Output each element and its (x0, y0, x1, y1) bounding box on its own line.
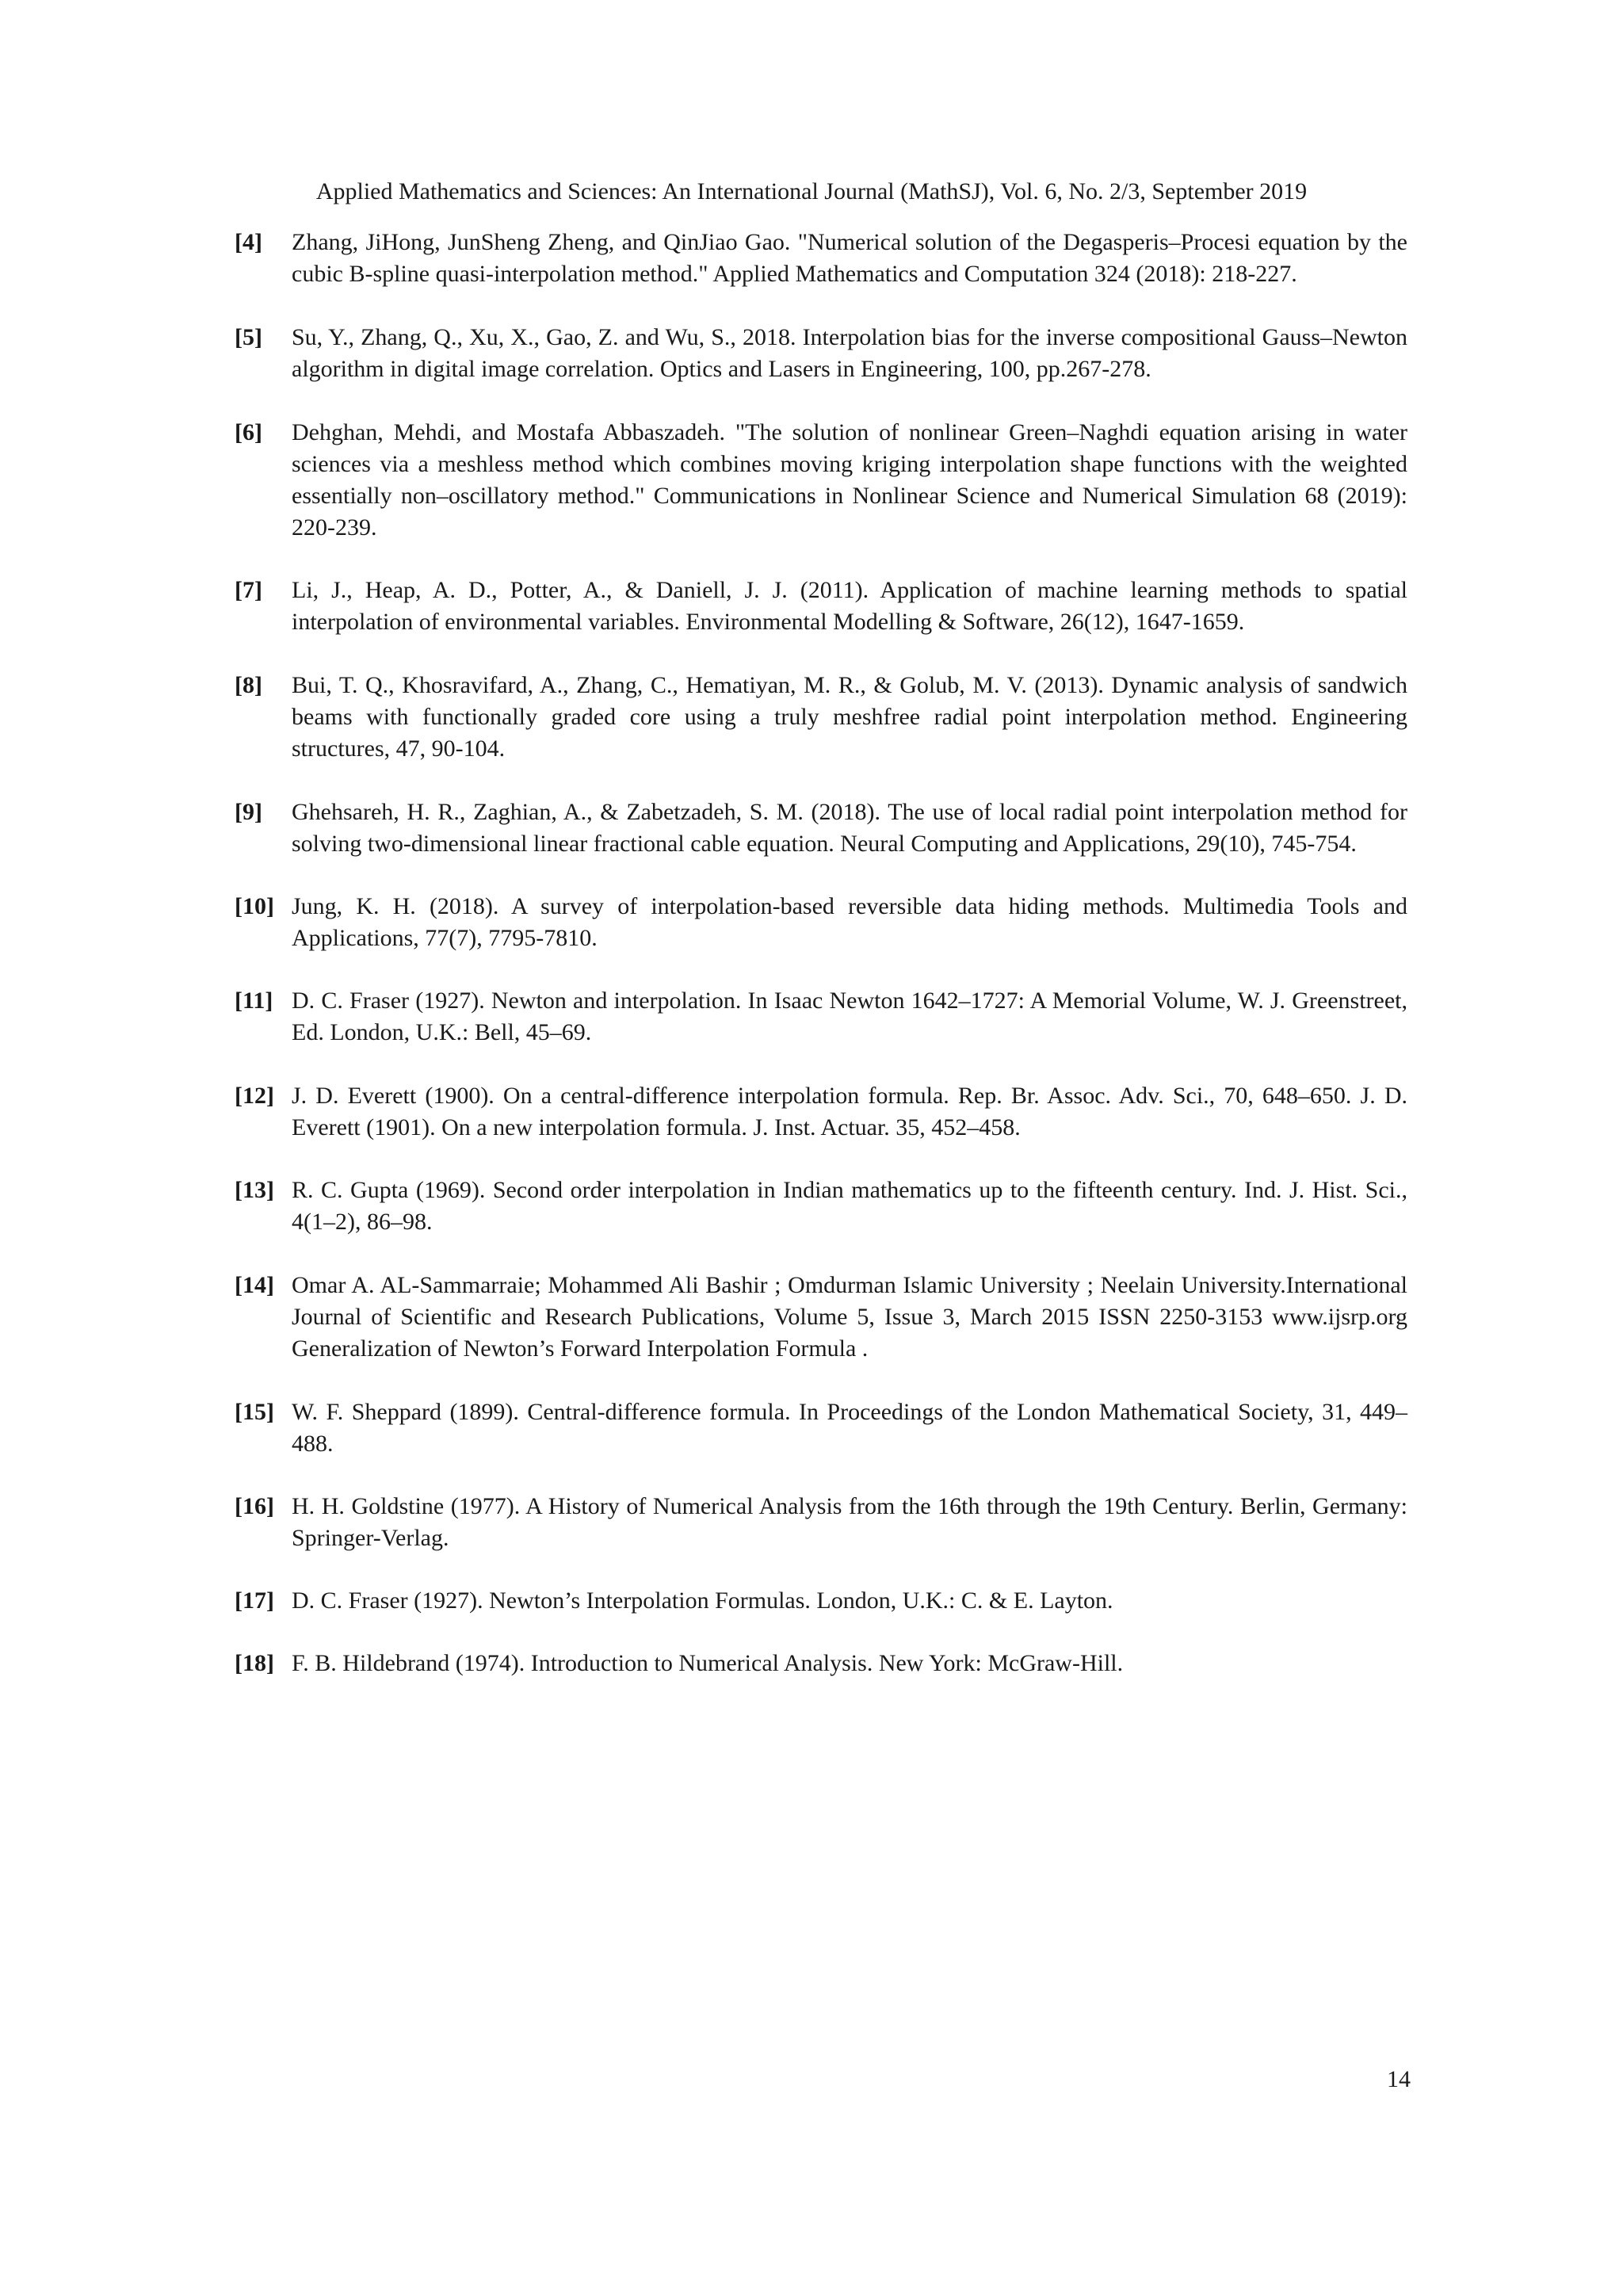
reference-item-5 (235, 322, 1407, 385)
reference-number: [11] (235, 988, 273, 1014)
reference-number: [16] (235, 1493, 274, 1519)
reference-text: Dehghan, Mehdi, and Mostafa Abbaszadeh. "The solution of nonlinear Green–Naghdi equation arising in water sciences via a meshless method which combines moving kriging interpolation shape functions with the weighted essentially non–oscillatory method." Communications in Nonlinear Science and Numerical Simulation 68 (2019): 220-239. (292, 419, 1407, 541)
reference-number: [10] (235, 893, 274, 919)
page-number: 14 (1387, 2066, 1411, 2092)
reference-number: [13] (235, 1177, 274, 1203)
reference-text: D. C. Fraser (1927). Newton’s Interpolation Formulas. London, U.K.: C. & E. Layton. (292, 1587, 1113, 1614)
reference-number: [8] (235, 672, 262, 698)
reference-text: Li, J., Heap, A. D., Potter, A., & Daniell, J. J. (2011). Application of machine learning methods to spatial interpolation of environmental variables. Environmental Modelling & Software, 26(12), 1647-1659. (292, 577, 1407, 635)
reference-text: R. C. Gupta (1969). Second order interpolation in Indian mathematics up to the fifteenth century. Ind. J. Hist. Sci., 4(1–2), 86–98. (292, 1177, 1407, 1235)
reference-item-6 (235, 417, 1407, 544)
reference-text: Bui, T. Q., Khosravifard, A., Zhang, C., Hematiyan, M. R., & Golub, M. V. (2013). Dynamic analysis of sandwich beams with functionally graded core using a truly meshfree radial point interpolation method. Engineering structures, 47, 90-104. (292, 672, 1407, 762)
reference-item-13 (235, 1175, 1407, 1238)
reference-item-15 (235, 1396, 1407, 1460)
reference-text: J. D. Everett (1900). On a central-difference interpolation formula. Rep. Br. Assoc. Adv. Sci., 70, 648–650. J. D. Everett (1901). On a new interpolation formula. J. Inst. Actuar. 35, 452–458. (292, 1083, 1407, 1140)
reference-item-10 (235, 891, 1407, 954)
reference-item-8 (235, 670, 1407, 765)
reference-list (235, 227, 1407, 1679)
reference-number: [9] (235, 799, 262, 825)
reference-item-17 (235, 1585, 1407, 1617)
reference-text: D. C. Fraser (1927). Newton and interpolation. In Isaac Newton 1642–1727: A Memorial Volume, W. J. Greenstreet, Ed. London, U.K.: Bell, 45–69. (292, 988, 1407, 1045)
reference-number: [14] (235, 1272, 274, 1298)
reference-text: Zhang, JiHong, JunSheng Zheng, and QinJiao Gao. "Numerical solution of the Degasperis–Procesi equation by the cubic B-spline quasi-interpolation method." Applied Mathematics and Computation 324 (2018): 218-227. (292, 229, 1407, 287)
reference-text: Omar A. AL-Sammarraie; Mohammed Ali Bashir ; Omdurman Islamic University ; Neelain University.International Journal of Scientific and Research Publications, Volume 5, Issue 3, March 2015 ISSN 2250-3153 www.ijsrp.org Generalization of Newton’s Forward Interpolation Formula . (292, 1272, 1407, 1362)
reference-number: [5] (235, 324, 262, 350)
reference-text: Jung, K. H. (2018). A survey of interpolation-based reversible data hiding methods. Multimedia Tools and Applications, 77(7), 7795-7810. (292, 893, 1407, 951)
reference-number: [18] (235, 1650, 274, 1676)
reference-number: [4] (235, 229, 262, 255)
reference-number: [12] (235, 1083, 274, 1109)
running-header: Applied Mathematics and Sciences: An International Journal (MathSJ), Vol. 6, No. 2/3, September 2019 (315, 178, 1308, 204)
reference-item-18 (235, 1648, 1407, 1679)
reference-item-12 (235, 1080, 1407, 1144)
reference-text: H. H. Goldstine (1977). A History of Numerical Analysis from the 16th through the 19th Century. Berlin, Germany: Springer-Verlag. (292, 1493, 1407, 1551)
reference-item-16 (235, 1491, 1407, 1554)
reference-number: [6] (235, 419, 262, 445)
reference-text: W. F. Sheppard (1899). Central-difference formula. In Proceedings of the London Mathematical Society, 31, 449–488. (292, 1399, 1407, 1457)
reference-text: Su, Y., Zhang, Q., Xu, X., Gao, Z. and Wu, S., 2018. Interpolation bias for the inverse compositional Gauss–Newton algorithm in digital image correlation. Optics and Lasers in Engineering, 100, pp.267-278. (292, 324, 1407, 382)
reference-item-9 (235, 797, 1407, 860)
reference-item-14 (235, 1270, 1407, 1365)
reference-item-4 (235, 227, 1407, 290)
reference-number: [7] (235, 577, 262, 603)
reference-number: [15] (235, 1399, 274, 1425)
reference-text: F. B. Hildebrand (1974). Introduction to Numerical Analysis. New York: McGraw-Hill. (292, 1650, 1124, 1676)
reference-item-7 (235, 575, 1407, 638)
reference-item-11 (235, 985, 1407, 1049)
reference-number: [17] (235, 1587, 274, 1614)
reference-text: Ghehsareh, H. R., Zaghian, A., & Zabetzadeh, S. M. (2018). The use of local radial point interpolation method for solving two-dimensional linear fractional cable equation. Neural Computing and Applications, 29(10), 745-754. (292, 799, 1407, 857)
